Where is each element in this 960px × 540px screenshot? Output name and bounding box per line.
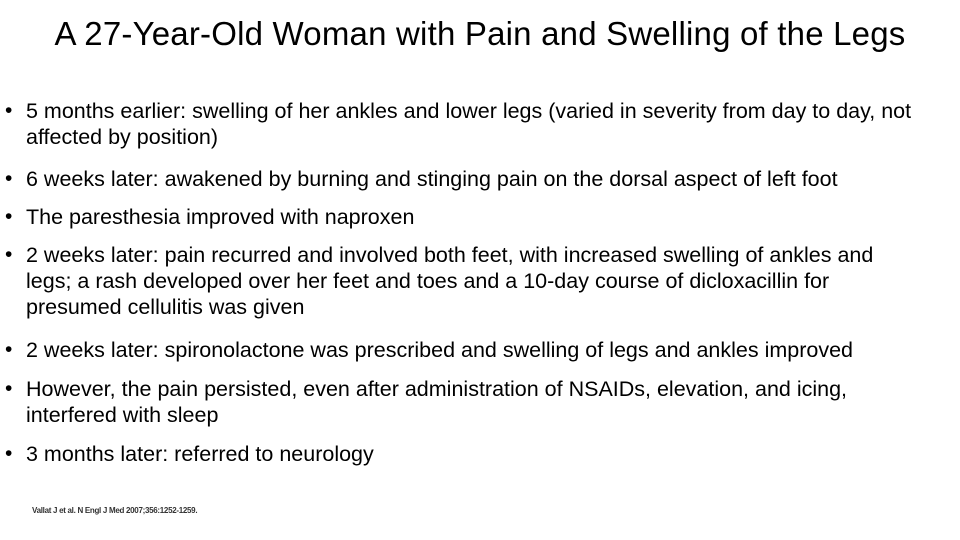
bullet-item: [0, 166, 920, 192]
bullet-text: However, the pain persisted, even after administration of NSAIDs, elevation, and icing, interfered with sleep: [26, 377, 848, 427]
citation: Vallat J et al. N Engl J Med 2007;356:1252-1259.: [32, 506, 198, 515]
bullet-item: [0, 376, 920, 428]
bullet-dot-icon: •: [5, 243, 13, 266]
bullet-dot-icon: •: [5, 338, 13, 361]
bullet-item: [0, 204, 920, 230]
bullet-item: [0, 441, 920, 467]
bullet-dot-icon: •: [5, 205, 13, 228]
bullet-text: The paresthesia improved with naproxen: [26, 205, 415, 229]
bullet-text: 5 months earlier: swelling of her ankles and lower legs (varied in severity from day to day, not affected by position): [26, 99, 912, 149]
slide-title: A 27-Year-Old Woman with Pain and Swelling of the Legs: [54, 15, 906, 52]
bullet-dot-icon: •: [5, 99, 13, 122]
bullet-text: 6 weeks later: awakened by burning and stinging pain on the dorsal aspect of left foot: [26, 167, 838, 191]
bullet-text: 2 weeks later: pain recurred and involved both feet, with increased swelling of ankles and legs; a rash developed over her feet and toes and a 10-day course of dicloxacillin for presumed cellulitis was given: [26, 243, 874, 319]
bullet-item: [0, 98, 920, 150]
bullet-text: 3 months later: referred to neurology: [26, 442, 374, 466]
bullet-item: [0, 242, 920, 320]
bullet-dot-icon: •: [5, 377, 13, 400]
bullet-text: 2 weeks later: spironolactone was prescribed and swelling of legs and ankles improved: [26, 338, 854, 362]
bullet-dot-icon: •: [5, 442, 13, 465]
bullet-item: [0, 337, 920, 363]
bullet-dot-icon: •: [5, 167, 13, 190]
